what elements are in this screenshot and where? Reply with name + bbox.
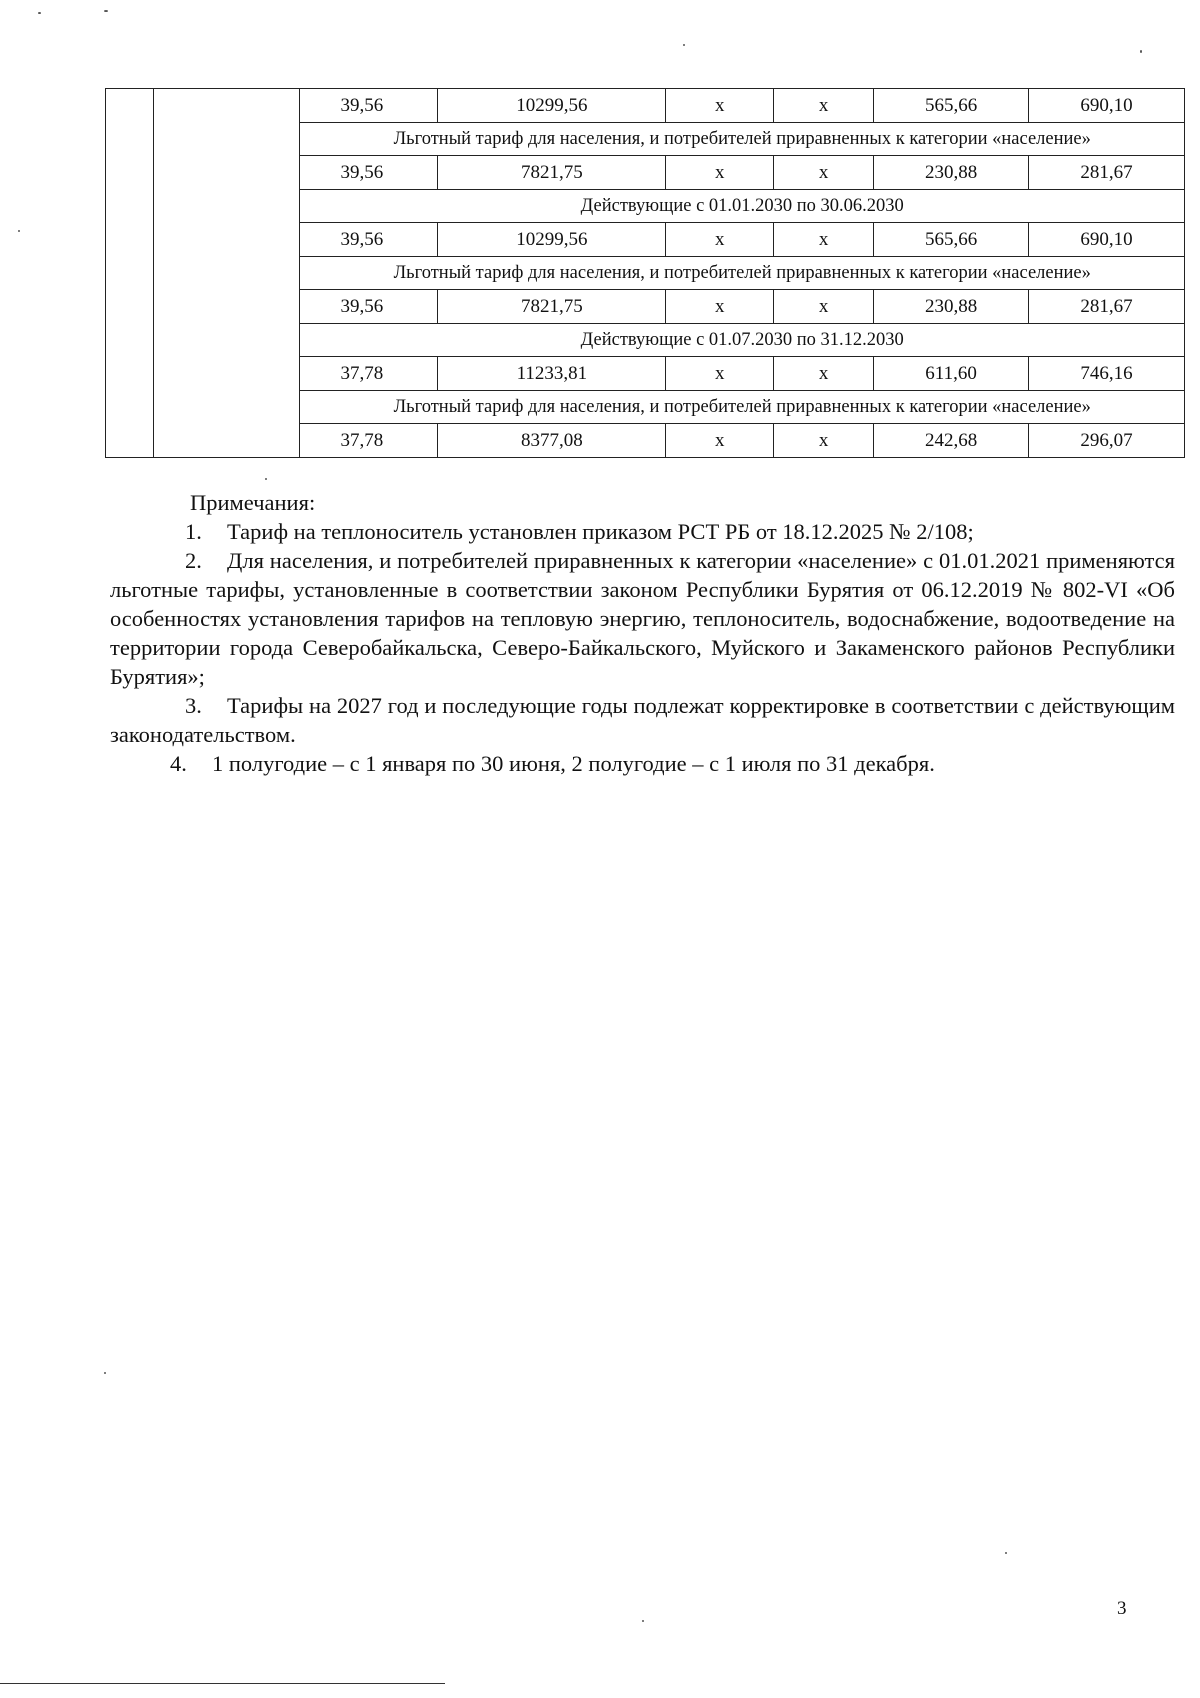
table-section-label: Действующие с 01.07.2030 по 31.12.2030 [300, 324, 1185, 357]
table-cell: 37,78 [300, 357, 438, 391]
table-section-label: Действующие с 01.01.2030 по 30.06.2030 [300, 190, 1185, 223]
table-cell: 746,16 [1029, 357, 1185, 391]
table-cell: 39,56 [300, 223, 438, 257]
table-cell: х [666, 89, 774, 123]
table-section-label: Льготный тариф для населения, и потребителей приравненных к категории «население» [300, 391, 1185, 424]
note-number: 3. [185, 693, 202, 718]
table-cell: 230,88 [874, 156, 1029, 190]
table-cell: х [774, 156, 874, 190]
table-cell: х [666, 156, 774, 190]
note-text: Тарифы на 2027 год и последующие годы подлежат корректировке в соответствии с действующим законодательством. [110, 693, 1175, 747]
note-text: Тариф на теплоноситель установлен приказом РСТ РБ от 18.12.2025 № 2/108; [227, 519, 974, 544]
table-cell: 611,60 [874, 357, 1029, 391]
scan-speck [1005, 1552, 1007, 1554]
table-cell: х [666, 357, 774, 391]
scan-speck [104, 1372, 106, 1374]
table-cell: 8377,08 [438, 424, 666, 458]
table-cell: 281,67 [1029, 290, 1185, 324]
table-cell: х [774, 89, 874, 123]
table-cell: х [666, 424, 774, 458]
notes-title: Примечания: [190, 490, 316, 515]
table-cell: 39,56 [300, 89, 438, 123]
table-cell: 7821,75 [438, 156, 666, 190]
notes-section [110, 488, 1175, 778]
table-left-column-1 [106, 89, 154, 458]
table-cell: 230,88 [874, 290, 1029, 324]
note-number: 4. [170, 751, 187, 776]
table-cell: 242,68 [874, 424, 1029, 458]
page-number: 3 [1117, 1598, 1127, 1619]
table-row [106, 89, 1185, 123]
table-left-column-2 [153, 89, 300, 458]
table-cell: х [774, 357, 874, 391]
table-section-label: Льготный тариф для населения, и потребителей приравненных к категории «население» [300, 257, 1185, 290]
scan-speck [18, 230, 20, 232]
table-cell: 10299,56 [438, 223, 666, 257]
scan-speck [38, 12, 41, 14]
table-cell: 39,56 [300, 156, 438, 190]
table-cell: 690,10 [1029, 89, 1185, 123]
table-cell: 7821,75 [438, 290, 666, 324]
table-cell: х [666, 290, 774, 324]
table-cell: 10299,56 [438, 89, 666, 123]
note-item-3 [110, 691, 1175, 749]
table-cell: х [666, 223, 774, 257]
note-text: 1 полугодие – с 1 января по 30 июня, 2 полугодие – с 1 июля по 31 декабря. [212, 751, 935, 776]
table-cell: 37,78 [300, 424, 438, 458]
table-cell: 565,66 [874, 223, 1029, 257]
scan-speck [265, 478, 267, 480]
note-item-2 [110, 546, 1175, 691]
note-number: 1. [185, 519, 202, 544]
note-item-4 [110, 749, 1175, 778]
scan-speck [683, 44, 685, 46]
note-number: 2. [185, 548, 202, 573]
table-cell: 296,07 [1029, 424, 1185, 458]
scan-speck [104, 10, 108, 12]
table-cell: 281,67 [1029, 156, 1185, 190]
table-section-label: Льготный тариф для населения, и потребителей приравненных к категории «население» [300, 123, 1185, 156]
table-cell: х [774, 424, 874, 458]
table-cell: 11233,81 [438, 357, 666, 391]
note-item-1 [110, 517, 1175, 546]
tariff-table [105, 88, 1185, 458]
scan-speck [1140, 50, 1142, 53]
scan-edge-line [0, 1683, 445, 1684]
note-text: Для населения, и потребителей приравненных к категории «население» с 01.01.2021 применяются льготные тарифы, установленные в соответствии законом Республики Бурятия от 06.12.2019 № 802-VI «Об особенностях установления тарифов на тепловую энергию, теплоноситель, водоснабжение, водоотведение на территории города Северобайкальска, Северо-Байкальского, Муйского и Закаменского районов Республики Бурятия»; [110, 548, 1175, 689]
table-cell: х [774, 290, 874, 324]
table-cell: х [774, 223, 874, 257]
table-cell: 690,10 [1029, 223, 1185, 257]
table-cell: 39,56 [300, 290, 438, 324]
table-cell: 565,66 [874, 89, 1029, 123]
scan-speck [642, 1620, 644, 1622]
